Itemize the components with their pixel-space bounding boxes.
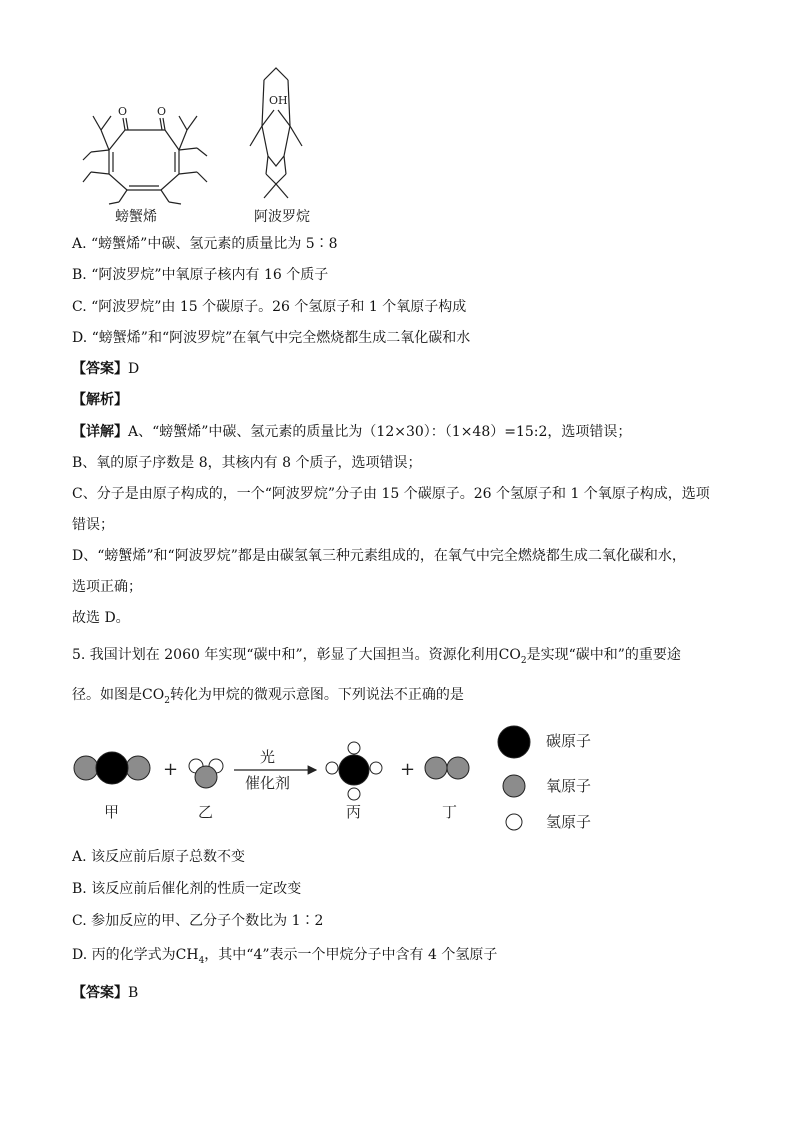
q5-stem-line1 xyxy=(72,646,681,670)
detail-label: 【详解】 xyxy=(72,424,128,440)
co2-text: CO xyxy=(498,647,521,663)
label-ding: 丁 xyxy=(442,803,458,821)
oh-group-label: OH xyxy=(269,94,288,107)
co2-text: CO xyxy=(142,687,165,703)
q4-answer xyxy=(72,360,139,378)
crab-ene-label: 螃蟹烯 xyxy=(115,209,157,225)
label-jia: 甲 xyxy=(104,803,120,821)
q5-answer xyxy=(72,984,138,1002)
answer-label: 【答案】 xyxy=(72,985,128,1001)
q4-option-d: D. “螃蟹烯”和“阿波罗烷”在氧气中完全燃烧都生成二氧化碳和水 xyxy=(72,330,471,346)
molecule-jia xyxy=(74,752,150,784)
q4-detail-line: C、分子是由原子构成的，一个“阿波罗烷”分子由 15 个碳原子。26 个氢原子和 1 个氧原子构成，选项 xyxy=(72,486,710,502)
legend-oxygen: 氧原子 xyxy=(546,777,592,795)
co2-formula xyxy=(142,687,170,706)
option-text: D. 丙的化学式为 xyxy=(72,947,176,963)
legend-carbon: 碳原子 xyxy=(546,732,592,750)
co2-formula xyxy=(498,647,527,666)
q4-detail-line: 错误； xyxy=(72,517,114,533)
q5-option-b: B. 该反应前后催化剂的性质一定改变 xyxy=(72,881,302,897)
option-text: ，其中“4”表示一个甲烷分子中含有 4 个氢原子 xyxy=(204,947,498,963)
answer-value: B xyxy=(128,985,139,1001)
ch4-text: CH xyxy=(175,947,199,963)
ch4-formula xyxy=(175,947,205,966)
answer-label: 【答案】 xyxy=(72,361,128,377)
stem-text: 径。如图是 xyxy=(72,687,142,703)
apollo-ane-label: 阿波罗烷 xyxy=(254,209,310,225)
q4-detail-line xyxy=(72,423,631,441)
q5-stem-line2 xyxy=(72,686,464,710)
stem-text: 转化为甲烷的微观示意图。下列说法不正确的是 xyxy=(169,687,464,703)
apollo-ane-structure xyxy=(240,62,320,202)
ketone-o-left: O xyxy=(118,105,128,118)
q4-analysis-label: 【解析】 xyxy=(72,392,128,408)
co2-subscript: 2 xyxy=(164,695,170,706)
co2-subscript: 2 xyxy=(520,655,527,666)
legend-hydrogen: 氢原子 xyxy=(546,813,592,831)
q4-option-b: B. “阿波罗烷”中氧原子核内有 16 个质子 xyxy=(72,267,329,283)
detail-text: A、“螃蟹烯”中碳、氢元素的质量比为（12×30）：（1×48）=15:2，选项错误； xyxy=(128,424,632,440)
q4-detail-line: 选项正确； xyxy=(72,579,142,595)
label-yi: 乙 xyxy=(198,803,214,821)
arrow-condition-catalyst: 催化剂 xyxy=(245,774,291,792)
plus-sign: + xyxy=(163,759,179,780)
crab-ene-structure xyxy=(75,90,215,208)
plus-sign: + xyxy=(400,759,416,780)
q5-option-d xyxy=(72,946,497,970)
q5-option-c: C. 参加反应的甲、乙分子个数比为 1∶2 xyxy=(72,913,324,929)
q4-option-a: A. “螃蟹烯”中碳、氢元素的质量比为 5∶8 xyxy=(72,236,338,252)
q4-detail-line: B、氧的原子序数是 8，其核内有 8 个质子，选项错误； xyxy=(72,455,422,471)
ch4-subscript: 4 xyxy=(198,955,205,966)
reaction-diagram xyxy=(70,722,630,832)
molecule-yi xyxy=(189,759,223,788)
q4-option-c: C. “阿波罗烷”由 15 个碳原子。26 个氢原子和 1 个氧原子构成 xyxy=(72,299,467,315)
q4-detail-line: D、“螃蟹烯”和“阿波罗烷”都是由碳氢氧三种元素组成的，在氧气中完全燃烧都生成二氧化碳和水， xyxy=(72,548,686,564)
molecule-bing xyxy=(326,742,382,800)
label-bing: 丙 xyxy=(346,803,362,821)
q5-option-a: A. 该反应前后原子总数不变 xyxy=(72,849,246,865)
ketone-o-right: O xyxy=(157,105,167,118)
stem-text: 5. 我国计划在 2060 年实现“碳中和”，彰显了大国担当。资源化利用 xyxy=(72,647,499,663)
arrow-condition-light: 光 xyxy=(260,748,276,766)
stem-text: 是实现“碳中和”的重要途 xyxy=(526,647,681,663)
q4-detail-line: 故选 D。 xyxy=(72,610,130,626)
legend xyxy=(498,726,530,830)
answer-value: D xyxy=(128,361,140,377)
molecule-ding xyxy=(425,757,469,779)
